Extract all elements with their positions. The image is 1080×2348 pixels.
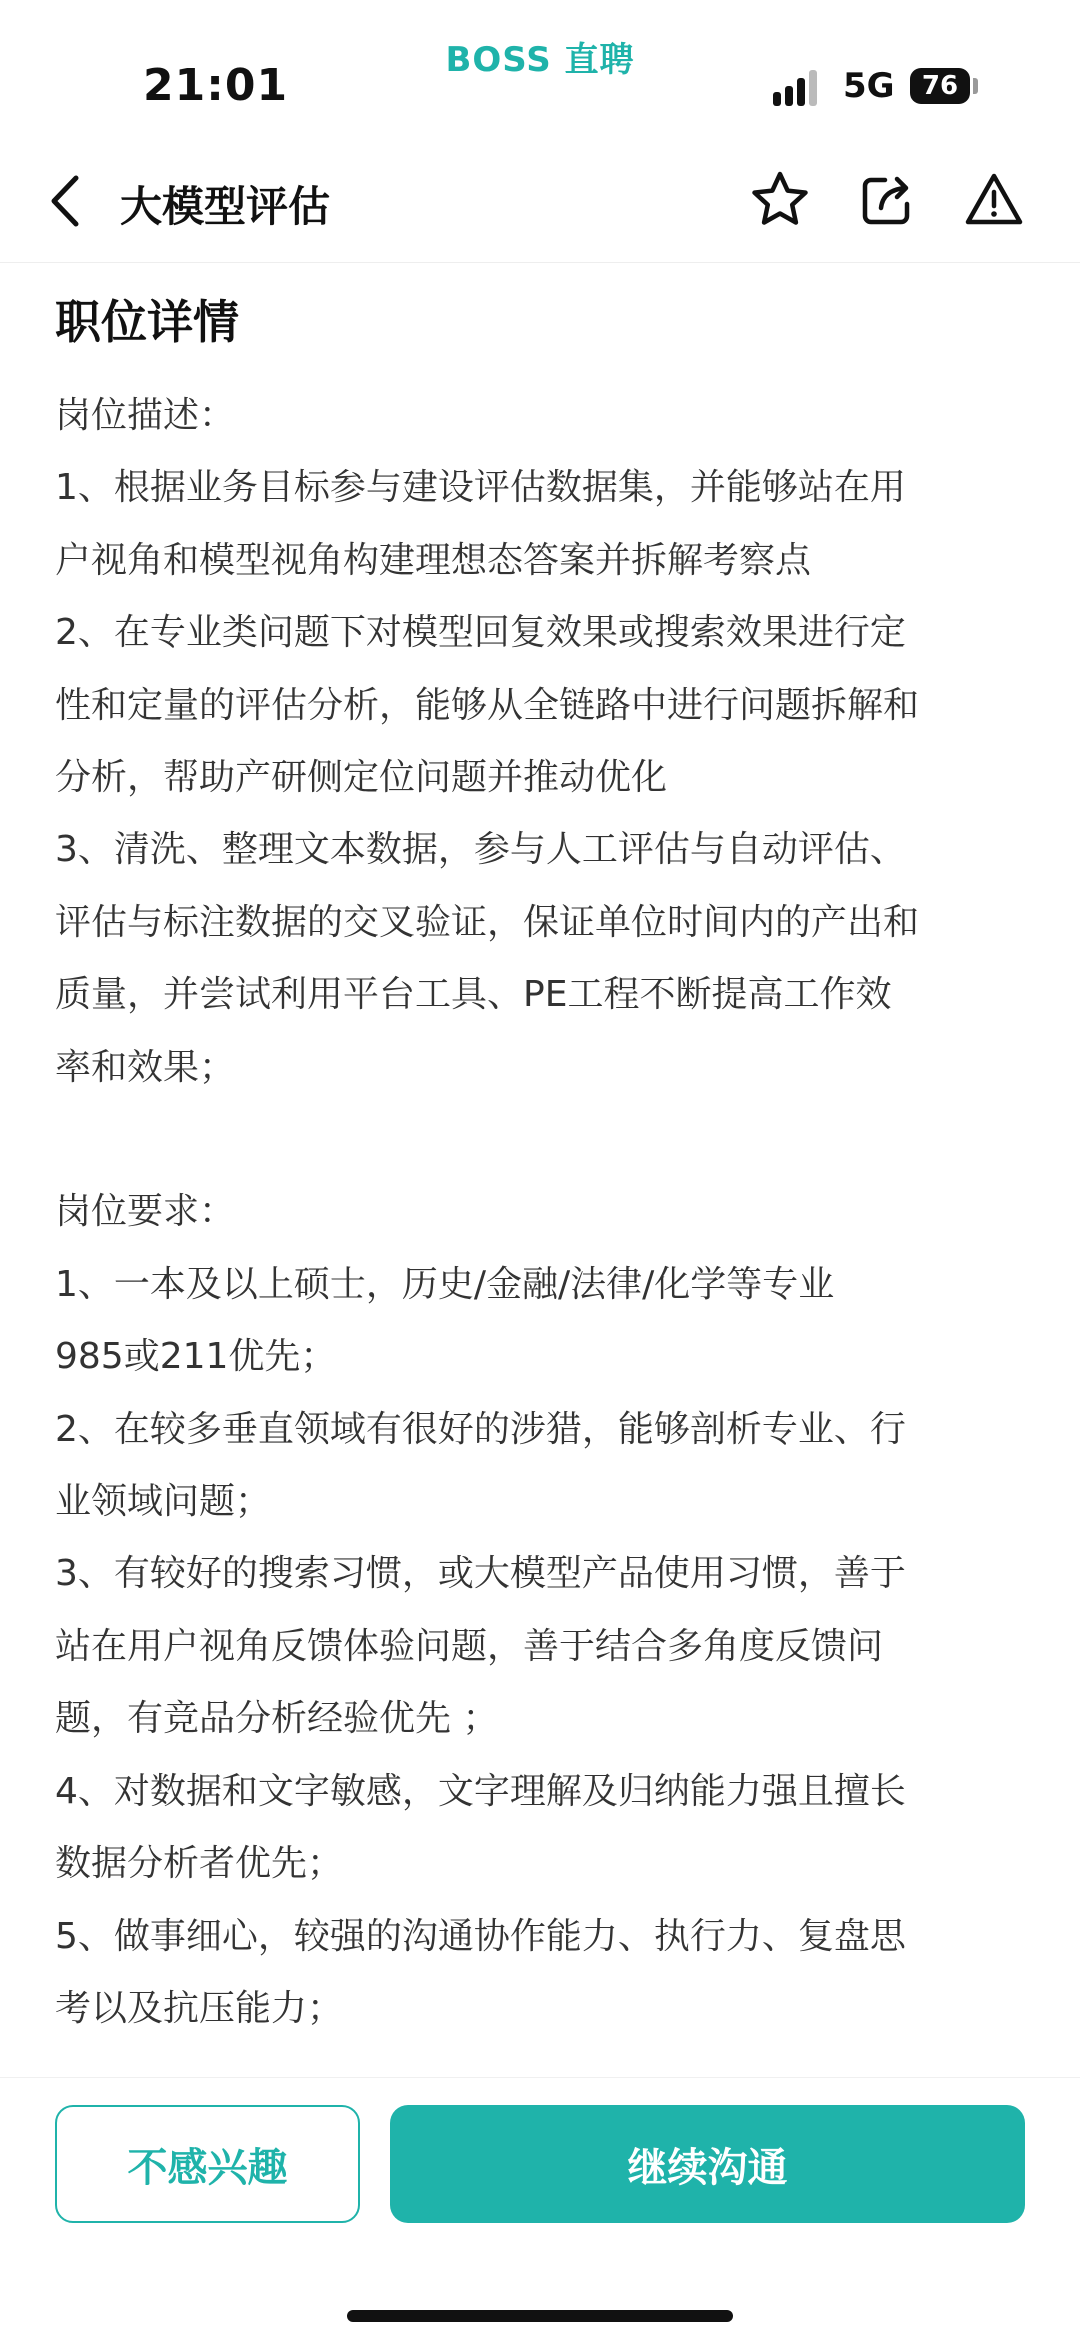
favorite-button[interactable] — [748, 168, 812, 232]
continue-chat-button[interactable]: 继续沟通 — [390, 2105, 1025, 2223]
star-icon — [748, 168, 812, 232]
network-type: 5G — [843, 66, 895, 106]
battery-cap — [973, 78, 978, 94]
job-detail — [55, 262, 1035, 2045]
desc-line: 3、有较好的搜索习惯，或大模型产品使用习惯，善于 — [55, 1553, 906, 1595]
desc-line: 岗位要求： — [55, 1191, 236, 1233]
home-indicator — [347, 2310, 733, 2322]
desc-line: 率和效果； — [55, 1046, 236, 1088]
desc-line: 评估与标注数据的交叉验证，保证单位时间内的产出和 — [55, 901, 920, 943]
desc-line: 4、对数据和文字敏感，文字理解及归纳能力强且擅长 — [55, 1770, 906, 1812]
desc-line: 985或211优先； — [55, 1336, 337, 1378]
nav-bar — [0, 140, 1080, 263]
desc-line: 岗位描述： — [55, 395, 236, 436]
not-interested-button[interactable]: 不感兴趣 — [55, 2105, 360, 2223]
share-icon — [855, 168, 919, 232]
page-title: 大模型评估 — [120, 182, 331, 231]
blank-line — [55, 1104, 1035, 1176]
desc-line: 1、一本及以上硕士，历史/金融/法律/化学等专业 — [55, 1263, 835, 1305]
desc-line: 性和定量的评估分析，能够从全链路中进行问题拆解和 — [55, 684, 920, 726]
desc-line: 2、在较多垂直领域有很好的涉猎，能够剖析专业、行 — [55, 1408, 906, 1450]
back-arrow-icon — [40, 170, 100, 232]
desc-line: 数据分析者优先； — [55, 1843, 344, 1885]
job-description — [55, 380, 1035, 2045]
bottom-divider — [0, 2077, 1080, 2078]
desc-line: 3、清洗、整理文本数据，参与人工评估与自动评估、 — [55, 829, 906, 871]
desc-line: 户视角和模型视角构建理想态答案并拆解考察点 — [55, 539, 812, 581]
report-button[interactable] — [962, 168, 1026, 232]
desc-line: 站在用户视角反馈体验问题，善于结合多角度反馈问 — [55, 1625, 884, 1667]
warning-icon — [962, 168, 1026, 232]
section-title: 职位详情 — [55, 295, 239, 349]
desc-line: 2、在专业类问题下对模型回复效果或搜索效果进行定 — [55, 612, 906, 654]
signal-icon — [773, 70, 829, 106]
app-name: BOSS 直聘 — [445, 40, 635, 80]
status-time: 21:01 — [143, 60, 289, 111]
battery-icon — [910, 68, 970, 104]
status-bar — [0, 0, 1080, 140]
desc-line: 考以及抗压能力； — [55, 1987, 344, 2029]
desc-line: 分析，帮助产研侧定位问题并推动优化 — [55, 757, 668, 799]
desc-line: 1、根据业务目标参与建设评估数据集，并能够站在用 — [55, 467, 906, 509]
battery-level: 76 — [921, 71, 959, 101]
share-button[interactable] — [855, 168, 919, 232]
desc-line: 题，有竞品分析经验优先 ； — [55, 1698, 499, 1740]
back-button[interactable] — [40, 170, 100, 232]
desc-line: 业领域问题； — [55, 1481, 272, 1523]
desc-line: 5、做事细心，较强的沟通协作能力、执行力、复盘思 — [55, 1915, 906, 1957]
desc-line: 质量，并尝试利用平台工具、PE工程不断提高工作效 — [55, 974, 892, 1016]
